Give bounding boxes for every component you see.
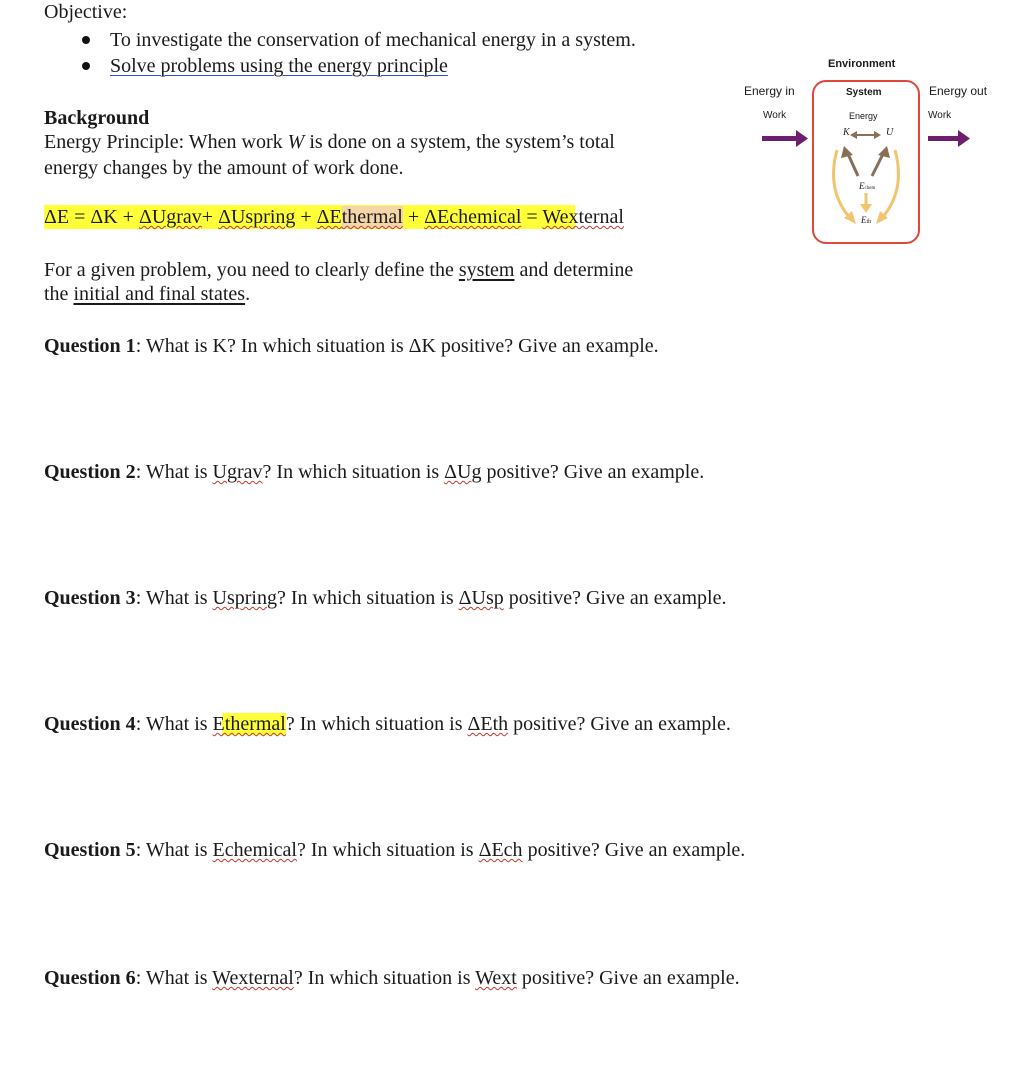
- question-4: [44, 712, 731, 736]
- question-label: Question 1: [44, 335, 136, 357]
- eq-plus: +: [201, 206, 219, 228]
- objective-bullet-1: To investigate the conservation of mechanical energy in a system.: [110, 29, 636, 51]
- question-var: Ugrav: [212, 461, 263, 483]
- question-label: Question 5: [44, 839, 136, 861]
- question-text: : What is: [135, 967, 213, 989]
- question-6: [44, 966, 740, 990]
- diagram-energy-out: Energy out: [929, 84, 988, 98]
- echem-base: E: [859, 181, 865, 191]
- question-var: Uspring: [212, 587, 277, 609]
- diagram-u: U: [886, 127, 894, 138]
- objective-heading: Objective:: [44, 1, 128, 23]
- question-var: Wexternal: [212, 967, 294, 989]
- given-system: system: [458, 259, 515, 281]
- background-heading: Background: [44, 107, 150, 129]
- question-var: Ethermal: [212, 713, 286, 735]
- eth-sub: th: [866, 219, 872, 225]
- given-pre2: the: [44, 283, 74, 305]
- eq-equals: =: [521, 206, 543, 228]
- background-paragraph-line1: [44, 130, 714, 154]
- eq-uspring: ΔUspring: [218, 206, 296, 228]
- given-post: and determine: [514, 259, 634, 281]
- echem-sub: chem: [864, 186, 876, 191]
- diagram-energy-label: Energy: [849, 111, 878, 121]
- given-line-2: [44, 282, 250, 306]
- question-label: Question 4: [44, 713, 136, 735]
- energy-diagram-arrows: [740, 80, 980, 250]
- question-2: [44, 460, 704, 484]
- question-text: positive? Give an example.: [508, 713, 731, 735]
- diagram-work-in: Work: [763, 110, 787, 121]
- question-var: Wext: [475, 967, 517, 989]
- eq-plus: +: [402, 206, 425, 228]
- question-1: [44, 334, 659, 358]
- question-var: ΔUsp: [458, 587, 504, 609]
- given-pre: For a given problem, you need to clearly define the: [44, 259, 459, 281]
- diagram-k: K: [843, 127, 850, 138]
- eq-wext: Wexternal: [542, 206, 624, 228]
- diagram-energy-in: Energy in: [744, 84, 795, 98]
- eq-ethermal-a: ΔE: [316, 206, 342, 228]
- energy-equation: [44, 205, 624, 229]
- question-label: Question 2: [44, 461, 136, 483]
- given-states: initial and final states: [73, 283, 246, 305]
- question-label: Question 6: [44, 967, 136, 989]
- question-text: ? In which situation is: [285, 713, 468, 735]
- echem-to-eth-arrow: [860, 193, 872, 213]
- question-text: : What is: [135, 587, 213, 609]
- question-text: ? In which situation is: [262, 461, 445, 483]
- question-text: : What is: [135, 839, 213, 861]
- eq-dE: ΔE = ΔK +: [44, 206, 139, 228]
- objective-bullet-2: [110, 54, 448, 78]
- para-w: W: [287, 131, 305, 153]
- energy-in-arrow: [762, 130, 808, 147]
- question-text: positive? Give an example.: [481, 461, 705, 483]
- bullet-dot: [82, 62, 90, 70]
- question-text: ? In which situation is: [277, 587, 459, 609]
- para-pre: Energy Principle: When work: [44, 131, 288, 153]
- eq-plus: +: [295, 206, 317, 228]
- objective-bullet-2-text: Solve problems using the energy principle: [110, 55, 448, 77]
- question-var: ΔUg: [444, 461, 482, 483]
- diagram-environment-label: Environment: [828, 58, 896, 70]
- para-post: is done on a system, the system’s total: [304, 131, 615, 153]
- given-post2: .: [245, 283, 251, 305]
- diagram-system-label: System: [846, 87, 882, 98]
- question-text: : What is: [135, 461, 213, 483]
- question-5: [44, 838, 745, 862]
- question-var: ΔEth: [467, 713, 509, 735]
- k-u-arrow: [850, 131, 881, 139]
- question-text: ? In which situation is: [296, 839, 479, 861]
- question-text: ? In which situation is: [293, 967, 476, 989]
- bullet-dot: [82, 36, 90, 44]
- question-text: : What is K? In which situation is ΔK positive? Give an example.: [135, 335, 659, 357]
- question-label: Question 3: [44, 587, 136, 609]
- question-text: positive? Give an example.: [516, 967, 740, 989]
- question-var: ΔEch: [478, 839, 523, 861]
- question-text: positive? Give an example.: [503, 587, 727, 609]
- eq-echem: ΔEchemical: [424, 206, 522, 228]
- eth-base: E: [861, 215, 867, 225]
- energy-out-arrow: [928, 130, 970, 147]
- eq-ethermal-b: thermal: [341, 206, 403, 228]
- diagram-work-out: Work: [928, 110, 952, 121]
- given-line-1: [44, 258, 633, 282]
- question-text: : What is: [135, 713, 213, 735]
- echem-to-u-arrow: [872, 146, 890, 176]
- background-paragraph-line2: energy changes by the amount of work done.: [44, 157, 404, 179]
- echem-to-k-arrow: [841, 146, 858, 176]
- question-text: positive? Give an example.: [522, 839, 746, 861]
- question-3: [44, 586, 726, 610]
- question-var: Echemical: [212, 839, 297, 861]
- eq-ugrav: ΔUgrav: [138, 206, 202, 228]
